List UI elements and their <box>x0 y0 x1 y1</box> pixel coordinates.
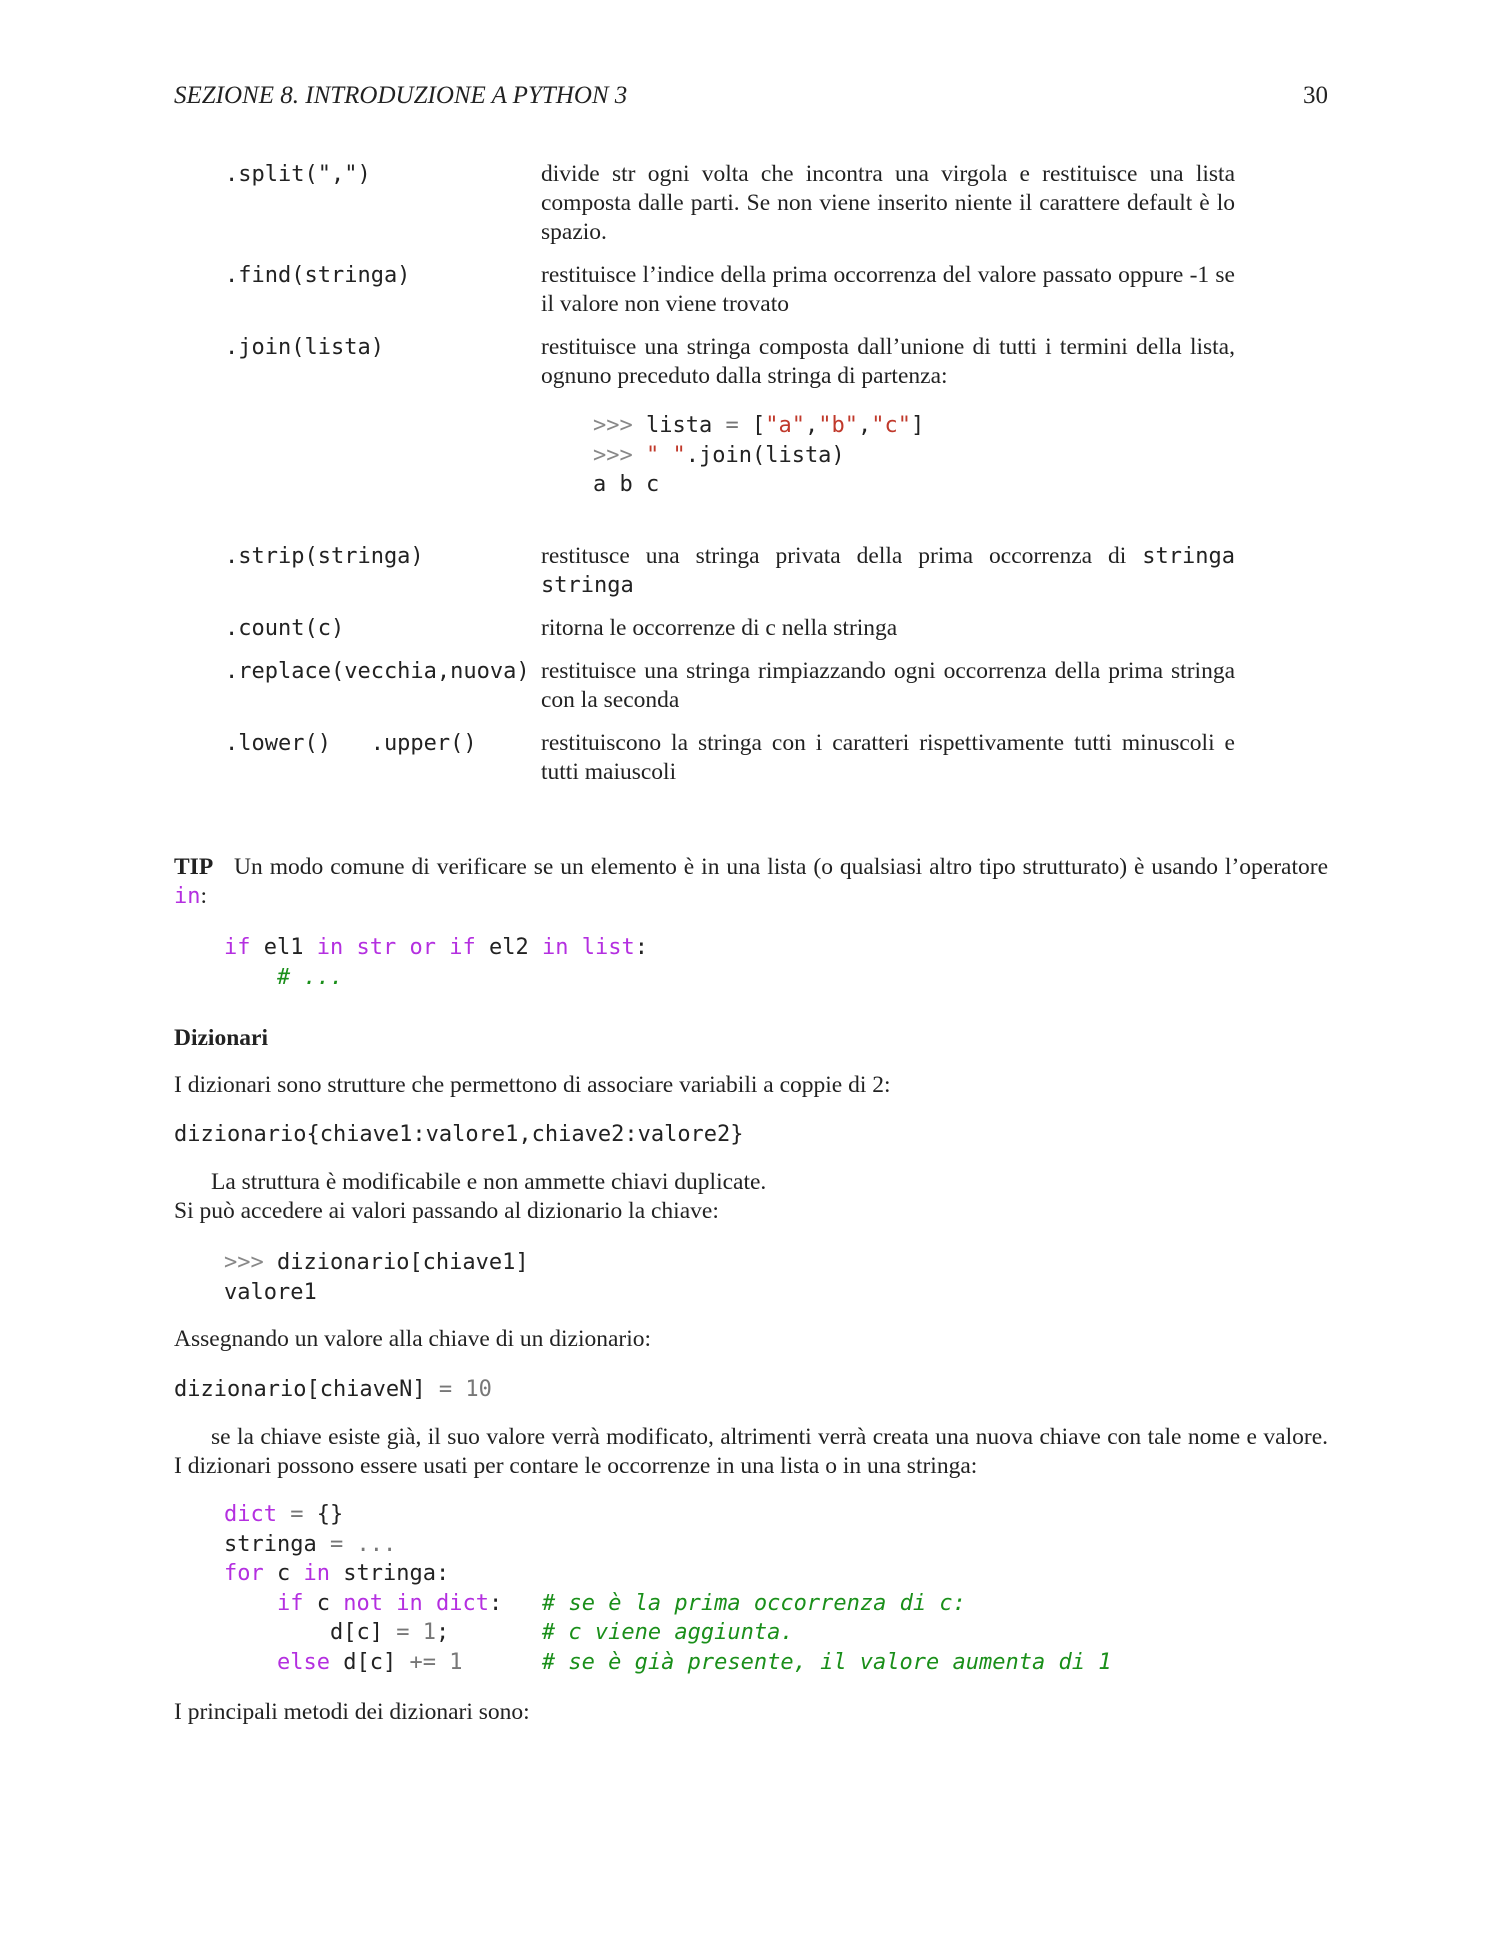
method-description: restituisce una stringa composta dall’unione di tutti i termini della lista, ognuno preceduto dalla stringa di partenza: <box>541 334 1235 389</box>
method-name: .find(stringa) <box>225 263 411 288</box>
method-row-split <box>225 160 1235 247</box>
code-comment: # se è già presente, il valore aumenta di 1 <box>541 1649 1112 1675</box>
code-token: = <box>316 1531 357 1557</box>
method-name: .count(c) <box>225 615 345 641</box>
code-token: , <box>804 413 819 438</box>
dizionari-intro: I dizionari sono strutture che permettono di associare variabili a coppie di 2: <box>174 1072 891 1098</box>
dictionary-access-example <box>224 1248 529 1307</box>
code-token: = <box>382 1620 423 1645</box>
number-literal: 1 <box>422 1620 436 1645</box>
code-output: a b c <box>593 472 660 497</box>
method-row-find <box>225 261 1235 319</box>
method-name: .replace(vecchia,nuova) <box>225 658 530 684</box>
keyword: in <box>541 935 569 960</box>
code-token: , <box>857 413 872 438</box>
join-code-example <box>593 411 1235 500</box>
code-token: = <box>712 413 752 438</box>
method-description-wrapper <box>541 333 1235 500</box>
description-text: restitusce una stringa privata della prima occorrenza di <box>541 542 1143 569</box>
code-comment: # se è la prima occorrenza di c: <box>541 1590 966 1616</box>
method-row-replace <box>225 657 1235 715</box>
method-row-count <box>225 614 1235 643</box>
page-header <box>174 82 1328 114</box>
keyword: or <box>409 935 436 960</box>
keyword: dict <box>435 1590 489 1616</box>
keyword: str <box>356 935 397 960</box>
method-description: ritorna le occorrenze di c nella stringa <box>541 614 898 641</box>
keyword: if <box>224 935 251 960</box>
method-row-strip <box>225 542 1235 600</box>
keyword: list <box>581 935 635 960</box>
tip-label: TIP <box>174 854 214 880</box>
header-title: SEZIONE 8. INTRODUZIONE A PYTHON 3 <box>174 82 628 109</box>
prompt: >>> <box>224 1250 277 1275</box>
code-token: [ <box>751 413 766 438</box>
number-literal: 1 <box>449 1649 463 1675</box>
inline-code: in <box>174 884 201 909</box>
string-methods-table <box>225 160 1235 801</box>
method-description: divide str ogni volta che incontra una virgola e restituisce una lista composta dalle parti. Se non viene inserito niente il carattere default è lo spazio. <box>541 161 1235 245</box>
method-row-join <box>225 333 1235 500</box>
code-token: : <box>634 935 648 960</box>
code-token: el2 <box>475 935 542 960</box>
code-token: {} <box>316 1502 344 1527</box>
count-code-block <box>224 1500 1111 1677</box>
method-name: .strip(stringa) <box>225 543 424 569</box>
code-output: valore1 <box>224 1279 317 1305</box>
code-token: ... <box>356 1531 397 1557</box>
code-token: d[c] <box>329 1620 383 1645</box>
inline-code: stringa stringa <box>541 543 1235 598</box>
code-comment: # c viene aggiunta. <box>541 1620 794 1645</box>
section-heading: Dizionari <box>174 1025 268 1051</box>
number-literal: 10 <box>465 1377 492 1402</box>
dizionari-outro: I principali metodi dei dizionari sono: <box>174 1699 530 1725</box>
keyword: in <box>303 1561 330 1586</box>
keyword: else <box>276 1649 330 1675</box>
code-token: c <box>303 1590 344 1616</box>
keyword: in <box>396 1590 423 1616</box>
keyword: dict <box>224 1502 277 1527</box>
tip-code-block <box>224 933 648 992</box>
dizionari-paragraph-1: La struttura è modificabile e non ammette chiavi duplicate. <box>211 1169 767 1195</box>
dizionari-paragraph-3: se la chiave esiste già, il suo valore verrà modificato, altrimenti verrà creata una nuova chiave con tale nome e valore. I dizionari possono essere usati per contare le occorrenze in una lista o in una stringa: <box>174 1424 1328 1479</box>
string-literal: "b" <box>818 413 858 438</box>
code-token: ] <box>910 413 925 438</box>
method-description <box>541 542 1235 600</box>
code-token: d[c] <box>343 1649 397 1675</box>
code-comment: # ... <box>276 964 344 990</box>
assign-code <box>174 1375 492 1404</box>
keyword: not <box>343 1590 383 1616</box>
page-number: 30 <box>1303 82 1328 109</box>
code-token: dizionario[chiave1] <box>276 1250 529 1275</box>
keyword: in <box>316 935 344 960</box>
tip-end: : <box>200 883 208 909</box>
method-description: restituiscono la stringa con i caratteri rispettivamente tutti minuscoli e tutti maiuscoli <box>541 729 1235 785</box>
method-name: .join(lista) <box>225 335 384 360</box>
code-token: c <box>263 1561 304 1586</box>
keyword: if <box>276 1590 304 1616</box>
code-token: el1 <box>250 935 317 960</box>
keyword: for <box>224 1561 264 1586</box>
code-token: lista <box>645 413 713 438</box>
code-token: .join(lista) <box>685 442 845 468</box>
code-token: = <box>276 1502 317 1527</box>
prompt: >>> <box>593 413 646 438</box>
string-literal: "c" <box>871 413 911 438</box>
code-token: ; <box>435 1620 450 1645</box>
code-token: += <box>396 1649 450 1675</box>
tip-paragraph <box>174 853 1328 911</box>
tip-text: Un modo comune di verificare se un elemento è in una lista (o qualsiasi altro tipo strutturato) è usando l’operatore <box>234 854 1328 880</box>
code-token: : <box>488 1590 503 1616</box>
string-literal: " " <box>645 442 686 468</box>
code-token: stringa: <box>330 1561 450 1586</box>
code-token: dizionario[chiaveN] <box>174 1377 426 1402</box>
code-token: = <box>425 1377 466 1402</box>
assign-intro: Assegnando un valore alla chiave di un dizionario: <box>174 1326 652 1352</box>
dizionari-syntax: dizionario{chiave1:valore1,chiave2:valore2} <box>174 1122 744 1147</box>
method-description: restituisce l’indice della prima occorrenza del valore passato oppure -1 se il valore non viene trovato <box>541 262 1235 317</box>
method-description: restituisce una stringa rimpiazzando ogni occorrenza della prima stringa con la seconda <box>541 657 1235 713</box>
dizionari-paragraph-2: Si può accedere ai valori passando al dizionario la chiave: <box>174 1198 719 1224</box>
prompt: >>> <box>593 442 646 468</box>
method-row-lower-upper <box>225 729 1235 787</box>
string-literal: "a" <box>765 413 805 438</box>
keyword: if <box>449 935 476 960</box>
method-name: .split(",") <box>225 162 371 187</box>
method-name: .lower() .upper() <box>225 730 477 756</box>
code-token: stringa <box>224 1531 317 1557</box>
